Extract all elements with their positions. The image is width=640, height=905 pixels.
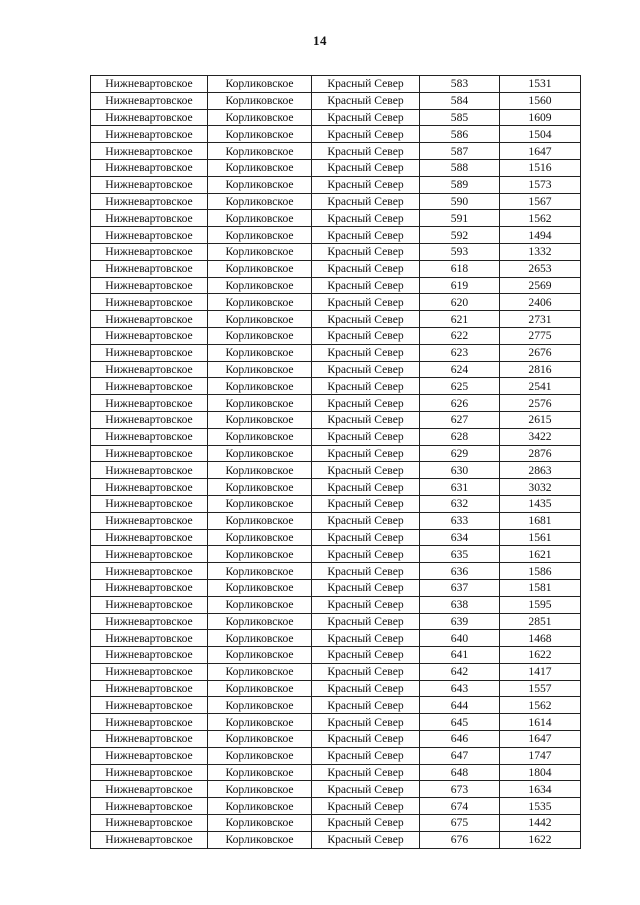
well-number-cell: 634 [420, 529, 500, 546]
company-cell: Красный Север [312, 294, 420, 311]
field-cell: Корликовское [208, 378, 312, 395]
field-cell: Корликовское [208, 294, 312, 311]
well-number-cell: 637 [420, 579, 500, 596]
field-cell: Корликовское [208, 227, 312, 244]
well-number-cell: 645 [420, 714, 500, 731]
company-cell: Красный Север [312, 260, 420, 277]
field-cell: Корликовское [208, 613, 312, 630]
value-cell: 1567 [500, 193, 581, 210]
company-cell: Красный Север [312, 277, 420, 294]
district-cell: Нижневартовское [91, 311, 208, 328]
district-cell: Нижневартовское [91, 613, 208, 630]
field-cell: Корликовское [208, 781, 312, 798]
district-cell: Нижневартовское [91, 210, 208, 227]
district-cell: Нижневартовское [91, 109, 208, 126]
table-row [91, 764, 581, 781]
table-row [91, 512, 581, 529]
table-row [91, 579, 581, 596]
field-cell: Корликовское [208, 563, 312, 580]
table-row [91, 647, 581, 664]
field-cell: Корликовское [208, 596, 312, 613]
field-cell: Корликовское [208, 92, 312, 109]
value-cell: 1561 [500, 529, 581, 546]
table-row [91, 714, 581, 731]
field-cell: Корликовское [208, 764, 312, 781]
value-cell: 2876 [500, 445, 581, 462]
field-cell: Корликовское [208, 344, 312, 361]
value-cell: 1442 [500, 815, 581, 832]
well-number-cell: 586 [420, 126, 500, 143]
field-cell: Корликовское [208, 647, 312, 664]
value-cell: 1562 [500, 210, 581, 227]
district-cell: Нижневартовское [91, 630, 208, 647]
well-number-cell: 639 [420, 613, 500, 630]
value-cell: 2406 [500, 294, 581, 311]
district-cell: Нижневартовское [91, 596, 208, 613]
value-cell: 1494 [500, 227, 581, 244]
table-row [91, 747, 581, 764]
field-cell: Корликовское [208, 579, 312, 596]
value-cell: 1647 [500, 731, 581, 748]
field-cell: Корликовское [208, 462, 312, 479]
well-number-cell: 589 [420, 176, 500, 193]
well-number-cell: 587 [420, 143, 500, 160]
table-row [91, 663, 581, 680]
table-row [91, 815, 581, 832]
company-cell: Красный Север [312, 126, 420, 143]
district-cell: Нижневартовское [91, 697, 208, 714]
field-cell: Корликовское [208, 831, 312, 848]
field-cell: Корликовское [208, 193, 312, 210]
table-row [91, 126, 581, 143]
table-row [91, 445, 581, 462]
value-cell: 1595 [500, 596, 581, 613]
district-cell: Нижневартовское [91, 159, 208, 176]
district-cell: Нижневартовское [91, 831, 208, 848]
table-row [91, 479, 581, 496]
value-cell: 1614 [500, 714, 581, 731]
company-cell: Красный Север [312, 764, 420, 781]
company-cell: Красный Север [312, 143, 420, 160]
well-number-cell: 676 [420, 831, 500, 848]
company-cell: Красный Север [312, 647, 420, 664]
field-cell: Корликовское [208, 731, 312, 748]
value-cell: 1332 [500, 243, 581, 260]
field-cell: Корликовское [208, 311, 312, 328]
value-cell: 2851 [500, 613, 581, 630]
table-row [91, 311, 581, 328]
district-cell: Нижневартовское [91, 798, 208, 815]
value-cell: 1634 [500, 781, 581, 798]
well-number-cell: 623 [420, 344, 500, 361]
field-cell: Корликовское [208, 428, 312, 445]
company-cell: Красный Север [312, 92, 420, 109]
field-cell: Корликовское [208, 76, 312, 93]
value-cell: 1468 [500, 630, 581, 647]
field-cell: Корликовское [208, 395, 312, 412]
value-cell: 1622 [500, 647, 581, 664]
well-number-cell: 621 [420, 311, 500, 328]
district-cell: Нижневартовское [91, 395, 208, 412]
district-cell: Нижневартовское [91, 495, 208, 512]
company-cell: Красный Север [312, 462, 420, 479]
value-cell: 1562 [500, 697, 581, 714]
value-cell: 2816 [500, 361, 581, 378]
district-cell: Нижневартовское [91, 764, 208, 781]
value-cell: 2653 [500, 260, 581, 277]
table-row [91, 159, 581, 176]
district-cell: Нижневартовское [91, 815, 208, 832]
district-cell: Нижневартовское [91, 411, 208, 428]
district-cell: Нижневартовское [91, 479, 208, 496]
well-number-cell: 626 [420, 395, 500, 412]
value-cell: 2541 [500, 378, 581, 395]
district-cell: Нижневартовское [91, 378, 208, 395]
district-cell: Нижневартовское [91, 294, 208, 311]
field-cell: Корликовское [208, 176, 312, 193]
district-cell: Нижневартовское [91, 143, 208, 160]
company-cell: Красный Север [312, 428, 420, 445]
field-cell: Корликовское [208, 747, 312, 764]
field-cell: Корликовское [208, 210, 312, 227]
value-cell: 2863 [500, 462, 581, 479]
field-cell: Корликовское [208, 714, 312, 731]
district-cell: Нижневартовское [91, 76, 208, 93]
well-number-cell: 640 [420, 630, 500, 647]
district-cell: Нижневартовское [91, 781, 208, 798]
company-cell: Красный Север [312, 227, 420, 244]
value-cell: 2615 [500, 411, 581, 428]
table-row [91, 781, 581, 798]
well-number-cell: 628 [420, 428, 500, 445]
table-row [91, 630, 581, 647]
company-cell: Красный Север [312, 613, 420, 630]
company-cell: Красный Север [312, 831, 420, 848]
company-cell: Красный Север [312, 495, 420, 512]
table-row [91, 731, 581, 748]
district-cell: Нижневартовское [91, 260, 208, 277]
field-cell: Корликовское [208, 479, 312, 496]
district-cell: Нижневартовское [91, 747, 208, 764]
field-cell: Корликовское [208, 529, 312, 546]
field-cell: Корликовское [208, 630, 312, 647]
field-cell: Корликовское [208, 327, 312, 344]
field-cell: Корликовское [208, 109, 312, 126]
value-cell: 1535 [500, 798, 581, 815]
company-cell: Красный Север [312, 210, 420, 227]
value-cell: 1647 [500, 143, 581, 160]
well-number-cell: 674 [420, 798, 500, 815]
district-cell: Нижневартовское [91, 462, 208, 479]
company-cell: Красный Север [312, 193, 420, 210]
district-cell: Нижневартовское [91, 277, 208, 294]
table-row [91, 831, 581, 848]
well-number-cell: 642 [420, 663, 500, 680]
company-cell: Красный Север [312, 663, 420, 680]
table-row [91, 260, 581, 277]
well-number-cell: 635 [420, 546, 500, 563]
well-number-cell: 625 [420, 378, 500, 395]
well-number-cell: 629 [420, 445, 500, 462]
company-cell: Красный Север [312, 243, 420, 260]
well-number-cell: 590 [420, 193, 500, 210]
company-cell: Красный Север [312, 159, 420, 176]
well-number-cell: 585 [420, 109, 500, 126]
value-cell: 1747 [500, 747, 581, 764]
value-cell: 1557 [500, 680, 581, 697]
company-cell: Красный Север [312, 395, 420, 412]
district-cell: Нижневартовское [91, 546, 208, 563]
well-number-cell: 648 [420, 764, 500, 781]
company-cell: Красный Север [312, 596, 420, 613]
value-cell: 1622 [500, 831, 581, 848]
value-cell: 2676 [500, 344, 581, 361]
well-number-cell: 591 [420, 210, 500, 227]
district-cell: Нижневартовское [91, 663, 208, 680]
well-number-cell: 638 [420, 596, 500, 613]
well-number-cell: 593 [420, 243, 500, 260]
field-cell: Корликовское [208, 546, 312, 563]
table-row [91, 529, 581, 546]
company-cell: Красный Север [312, 76, 420, 93]
well-number-cell: 624 [420, 361, 500, 378]
field-cell: Корликовское [208, 680, 312, 697]
table-row [91, 798, 581, 815]
field-cell: Корликовское [208, 798, 312, 815]
well-number-cell: 619 [420, 277, 500, 294]
field-cell: Корликовское [208, 512, 312, 529]
table-row [91, 143, 581, 160]
company-cell: Красный Север [312, 529, 420, 546]
district-cell: Нижневартовское [91, 731, 208, 748]
district-cell: Нижневартовское [91, 445, 208, 462]
table-row [91, 344, 581, 361]
company-cell: Красный Север [312, 563, 420, 580]
table-row [91, 76, 581, 93]
well-number-cell: 588 [420, 159, 500, 176]
table-row [91, 680, 581, 697]
table-row [91, 210, 581, 227]
field-cell: Корликовское [208, 361, 312, 378]
company-cell: Красный Север [312, 798, 420, 815]
company-cell: Красный Север [312, 361, 420, 378]
table-row [91, 176, 581, 193]
company-cell: Красный Север [312, 697, 420, 714]
page-number: 14 [313, 33, 327, 48]
field-cell: Корликовское [208, 143, 312, 160]
field-cell: Корликовское [208, 663, 312, 680]
value-cell: 1573 [500, 176, 581, 193]
district-cell: Нижневартовское [91, 714, 208, 731]
well-number-cell: 622 [420, 327, 500, 344]
value-cell: 1504 [500, 126, 581, 143]
table-row [91, 495, 581, 512]
well-number-cell: 632 [420, 495, 500, 512]
well-number-cell: 620 [420, 294, 500, 311]
district-cell: Нижневартовское [91, 361, 208, 378]
table-row [91, 462, 581, 479]
district-cell: Нижневартовское [91, 243, 208, 260]
value-cell: 1417 [500, 663, 581, 680]
well-number-cell: 644 [420, 697, 500, 714]
district-cell: Нижневартовское [91, 428, 208, 445]
value-cell: 1586 [500, 563, 581, 580]
district-cell: Нижневартовское [91, 126, 208, 143]
table-row [91, 327, 581, 344]
well-number-cell: 633 [420, 512, 500, 529]
company-cell: Красный Север [312, 731, 420, 748]
value-cell: 2576 [500, 395, 581, 412]
company-cell: Красный Север [312, 176, 420, 193]
district-cell: Нижневартовское [91, 563, 208, 580]
district-cell: Нижневартовское [91, 529, 208, 546]
well-number-cell: 630 [420, 462, 500, 479]
field-cell: Корликовское [208, 495, 312, 512]
company-cell: Красный Север [312, 512, 420, 529]
value-cell: 3422 [500, 428, 581, 445]
company-cell: Красный Север [312, 630, 420, 647]
table-body [91, 76, 581, 849]
value-cell: 1681 [500, 512, 581, 529]
table-row [91, 596, 581, 613]
value-cell: 1435 [500, 495, 581, 512]
field-cell: Корликовское [208, 277, 312, 294]
well-number-cell: 584 [420, 92, 500, 109]
field-cell: Корликовское [208, 126, 312, 143]
district-cell: Нижневартовское [91, 512, 208, 529]
table-row [91, 563, 581, 580]
district-cell: Нижневартовское [91, 579, 208, 596]
table-row [91, 277, 581, 294]
field-cell: Корликовское [208, 815, 312, 832]
table-row [91, 411, 581, 428]
value-cell: 2775 [500, 327, 581, 344]
well-number-cell: 673 [420, 781, 500, 798]
table-row [91, 613, 581, 630]
company-cell: Красный Север [312, 546, 420, 563]
value-cell: 1609 [500, 109, 581, 126]
well-number-cell: 618 [420, 260, 500, 277]
company-cell: Красный Север [312, 747, 420, 764]
table-row [91, 243, 581, 260]
well-number-cell: 647 [420, 747, 500, 764]
company-cell: Красный Север [312, 479, 420, 496]
field-cell: Корликовское [208, 159, 312, 176]
value-cell: 2569 [500, 277, 581, 294]
well-number-cell: 627 [420, 411, 500, 428]
value-cell: 1804 [500, 764, 581, 781]
company-cell: Красный Север [312, 311, 420, 328]
district-cell: Нижневартовское [91, 680, 208, 697]
table-row [91, 546, 581, 563]
value-cell: 1531 [500, 76, 581, 93]
district-cell: Нижневартовское [91, 647, 208, 664]
field-cell: Корликовское [208, 697, 312, 714]
field-cell: Корликовское [208, 243, 312, 260]
well-number-cell: 641 [420, 647, 500, 664]
well-number-cell: 646 [420, 731, 500, 748]
value-cell: 1621 [500, 546, 581, 563]
wells-table [90, 75, 581, 849]
table-row [91, 697, 581, 714]
company-cell: Красный Север [312, 445, 420, 462]
value-cell: 1560 [500, 92, 581, 109]
value-cell: 3032 [500, 479, 581, 496]
well-number-cell: 643 [420, 680, 500, 697]
table-row [91, 109, 581, 126]
well-number-cell: 631 [420, 479, 500, 496]
company-cell: Красный Север [312, 327, 420, 344]
well-number-cell: 675 [420, 815, 500, 832]
company-cell: Красный Север [312, 411, 420, 428]
company-cell: Красный Север [312, 680, 420, 697]
table-row [91, 378, 581, 395]
district-cell: Нижневартовское [91, 227, 208, 244]
well-number-cell: 592 [420, 227, 500, 244]
company-cell: Красный Север [312, 781, 420, 798]
value-cell: 2731 [500, 311, 581, 328]
company-cell: Красный Север [312, 344, 420, 361]
company-cell: Красный Север [312, 378, 420, 395]
company-cell: Красный Север [312, 579, 420, 596]
table-row [91, 227, 581, 244]
table-row [91, 395, 581, 412]
well-number-cell: 583 [420, 76, 500, 93]
company-cell: Красный Север [312, 109, 420, 126]
district-cell: Нижневартовское [91, 193, 208, 210]
value-cell: 1581 [500, 579, 581, 596]
field-cell: Корликовское [208, 445, 312, 462]
value-cell: 1516 [500, 159, 581, 176]
district-cell: Нижневартовское [91, 327, 208, 344]
field-cell: Корликовское [208, 411, 312, 428]
company-cell: Красный Север [312, 714, 420, 731]
district-cell: Нижневартовское [91, 344, 208, 361]
table-row [91, 428, 581, 445]
district-cell: Нижневартовское [91, 176, 208, 193]
table-row [91, 92, 581, 109]
table-row [91, 193, 581, 210]
table-row [91, 361, 581, 378]
field-cell: Корликовское [208, 260, 312, 277]
table-row [91, 294, 581, 311]
company-cell: Красный Север [312, 815, 420, 832]
well-number-cell: 636 [420, 563, 500, 580]
district-cell: Нижневартовское [91, 92, 208, 109]
